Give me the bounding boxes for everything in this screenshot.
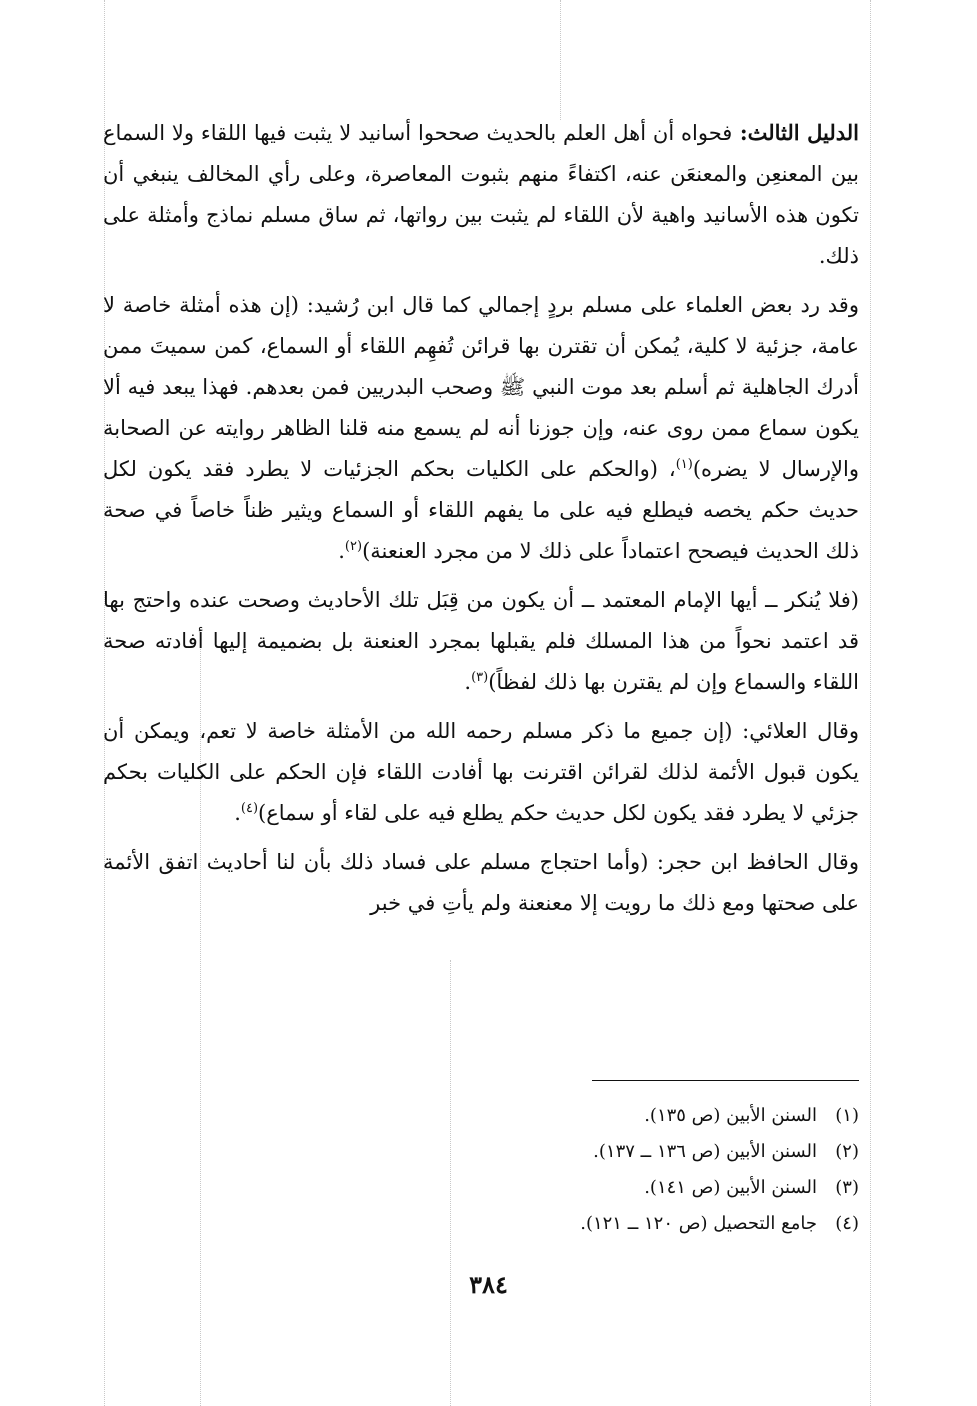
paragraph-text: فحواه أن أهل العلم بالحديث صححوا أسانيد لا يثبت فيها اللقاء ولا السماع بين المعنعِن والمعنعَن عنه، اكتفاءً منهم بثبوت المعاصرة، وعلى رأي المخالف ينبغي أن تكون هذه الأسانيد واهية لأن اللقاء لم يثبت بين رواتها، ثم ساق مسلم نماذج وأمثلة على ذلك. [103, 121, 859, 268]
paragraph [103, 711, 859, 834]
footnote-ref: (٣) [471, 670, 489, 685]
footnote-ref: (١) [675, 457, 693, 472]
paragraph [103, 842, 859, 924]
footnote-item [359, 1098, 859, 1134]
paragraph-text: . [464, 670, 472, 694]
footnote-text: السنن الأبين (ص ١٣٦ ــ ١٣٧). [593, 1141, 817, 1162]
footnote-number: (٢) [835, 1141, 859, 1162]
footnote-number: (١) [835, 1105, 859, 1126]
paragraph-text: (فلا يُنكر ــ أيها الإمام المعتمد ــ أن يكون من قِبَل تلك الأحاديث وصحت عنده واحتج بها قد اعتمد نحواً من هذا المسلك فلم يقبلها بمجرد العنعنة بل بضميمة إليها أفادته صحة اللقاء والسماع وإن لم يقترن بها ذلك لفظاً) [103, 588, 859, 694]
paragraph [103, 285, 859, 572]
footnote-item [359, 1134, 859, 1170]
footnote-ref: (٢) [344, 539, 363, 554]
scan-guide-line [560, 0, 561, 120]
paragraph-text: وقال الحافظ ابن حجر: (وأما احتجاج مسلم على فساد ذلك بأن لنا أحاديث اتفق الأئمة على صحتها ومع ذلك ما رويت إلا معنعنة ولم يأتِ في خبر [103, 850, 859, 915]
paragraph [103, 580, 859, 703]
footnote-number: (٣) [835, 1177, 859, 1198]
footnote-number: (٤) [835, 1213, 859, 1234]
scan-guide-line [870, 0, 871, 1406]
footnote-text: جامع التحصيل (ص ١٢٠ ــ ١٢١). [580, 1213, 817, 1234]
main-text [103, 112, 859, 932]
footnote-ref: (٤) [240, 801, 259, 816]
footnote-divider [592, 1080, 859, 1081]
paragraph-text: . [338, 539, 345, 563]
footnote-item [359, 1170, 859, 1206]
footnote-item [359, 1206, 859, 1242]
paragraph-text: ، (والحكم على الكليات بحكم الجزئيات لا يطرد فقد يكون لكل حديث حكم يخصه فيطلع فيه على ما يفهم اللقاء أو السماع ويثير ظناً خاصاً في صحة ذلك الحديث فيصحح اعتماداً على ذلك لا من مجرد العنعنة) [103, 457, 859, 563]
page-number: ٣٨٤ [469, 1270, 508, 1299]
paragraph-text: وقال العلائي: (إن جميع ما ذكر مسلم رحمه الله من الأمثلة خاصة لا تعم، ويمكن أن يكون قبول الأئمة لذلك لقرائن اقترنت بها أفادت اللقاء فإن الحكم على الكليات بحكم جزئي لا يطرد فقد يكون لكل حديث حكم يطلع فيه على لقاء أو سماع) [103, 719, 859, 825]
paragraph-text: وقد رد بعض العلماء على مسلم بردٍ إجمالي كما قال ابن رُشيد: (إن هذه أمثلة خاصة لا عامة، جزئية لا كلية، يُمكن أن تقترن بها قرائن تُفهِم اللقاء أو السماع، كمن سميتَ ممن أدرك الجاهلية ثم أسلم بعد موت النبي ﷺ وصحب البدريين فمن بعدهم. فهذا يبعد فيه ألا يكون سماع ممن روى عنه، وإن جوزنا أنه لم يسمع منه قلنا الظاهر روايته عن الصحابة والإرسال لا يضره) [103, 293, 859, 481]
section-heading: الدليل الثالث: [732, 120, 859, 145]
footnote-text: السنن الأبين (ص ١٤١). [644, 1177, 817, 1198]
paragraph [103, 112, 859, 277]
paragraph-text: . [234, 801, 241, 825]
footnote-text: السنن الأبين (ص ١٣٥). [644, 1105, 817, 1126]
footnotes [359, 1098, 859, 1242]
